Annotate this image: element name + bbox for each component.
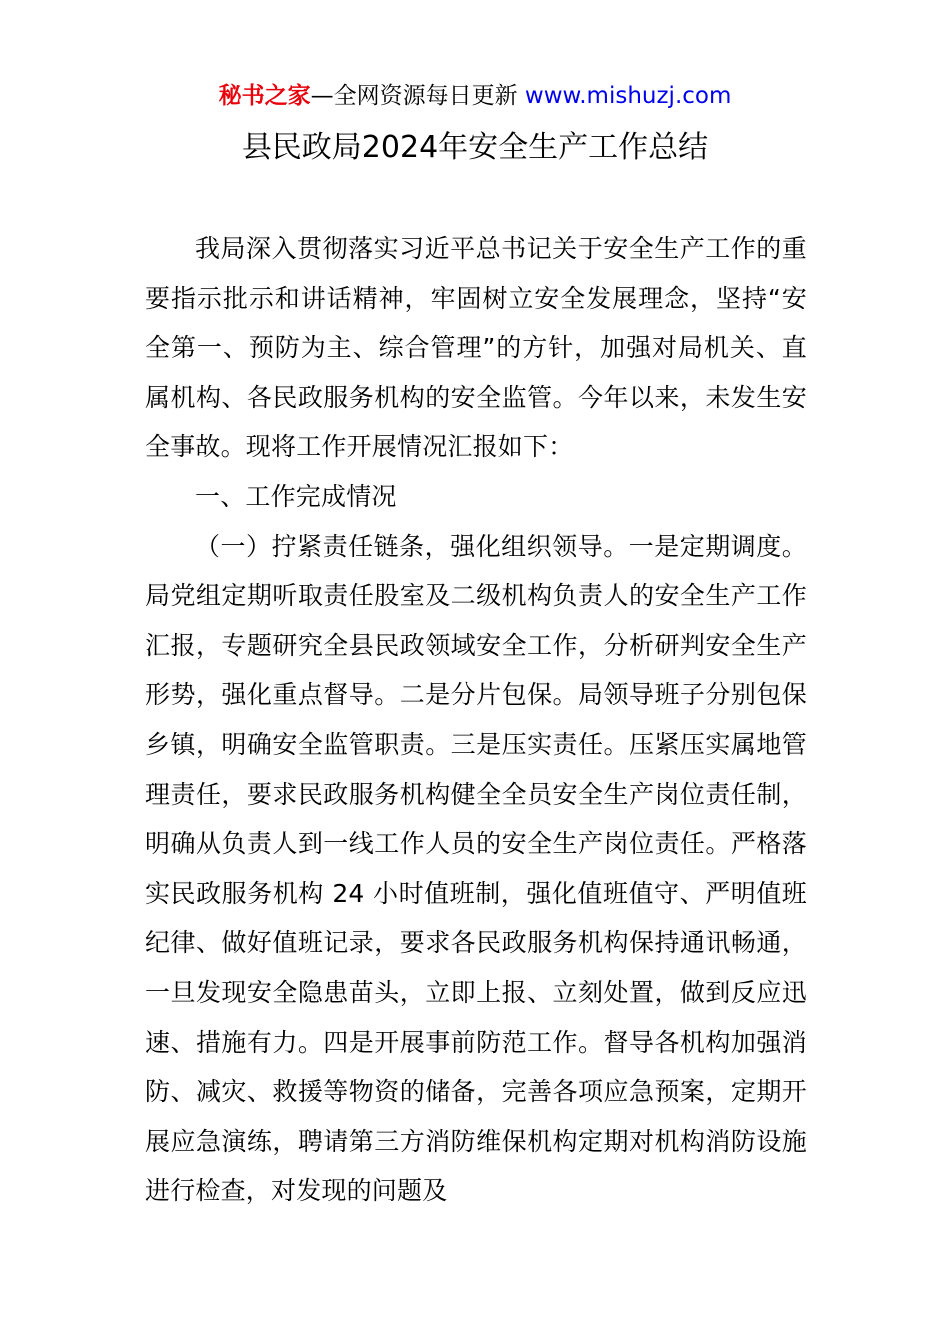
site-tagline: —全网资源每日更新 [310,83,525,109]
paragraph-intro: 我局深入贯彻落实习近平总书记关于安全生产工作的重要指示批示和讲话精神，牢固树立安全发展理念，坚持“安全第一、预防为主、综合管理”的方针，加强对局机关、直属机构、各民政服务机构的安全监管。今年以来，未发生安全事故。现将工作开展情况汇报如下： [145,234,807,462]
paragraph-section-1: （一）拧紧责任链条，强化组织领导。一是定期调度。局党组定期听取责任股室及二级机构负责人的安全生产工作汇报，专题研究全县民政领域安全工作，分析研判安全生产形势，强化重点督导。二是分片包保。局领导班子分别包保乡镇，明确安全监管职责。三是压实责任。压紧压实属地管理责任，要求民政服务机构健全全员安全生产岗位责任制，明确从负责人到一线工作人员的安全生产岗位责任。严格落实民政服务机构 24 小时值班制，强化值班值守、严明值班纪律、做好值班记录，要求各民政服务机构保持通讯畅通，一旦发现安全隐患苗头，立即上报、立刻处置，做到反应迅速、措施有力。四是开展事前防范工作。督导各机构加强消防、减灾、救援等物资的储备，完善各项应急预案，定期开展应急演练，聘请第三方消防维保机构定期对机构消防设施进行检查，对发现的问题及 [145,531,807,1206]
site-header [0,80,950,112]
site-url-link[interactable]: www.mishuzj.com [524,83,732,109]
document-title: 县民政局2024年安全生产工作总结 [241,130,709,165]
section-heading: 一、工作完成情况 [195,481,397,511]
document-body [145,224,807,1216]
site-brand: 秘书之家 [218,83,311,109]
